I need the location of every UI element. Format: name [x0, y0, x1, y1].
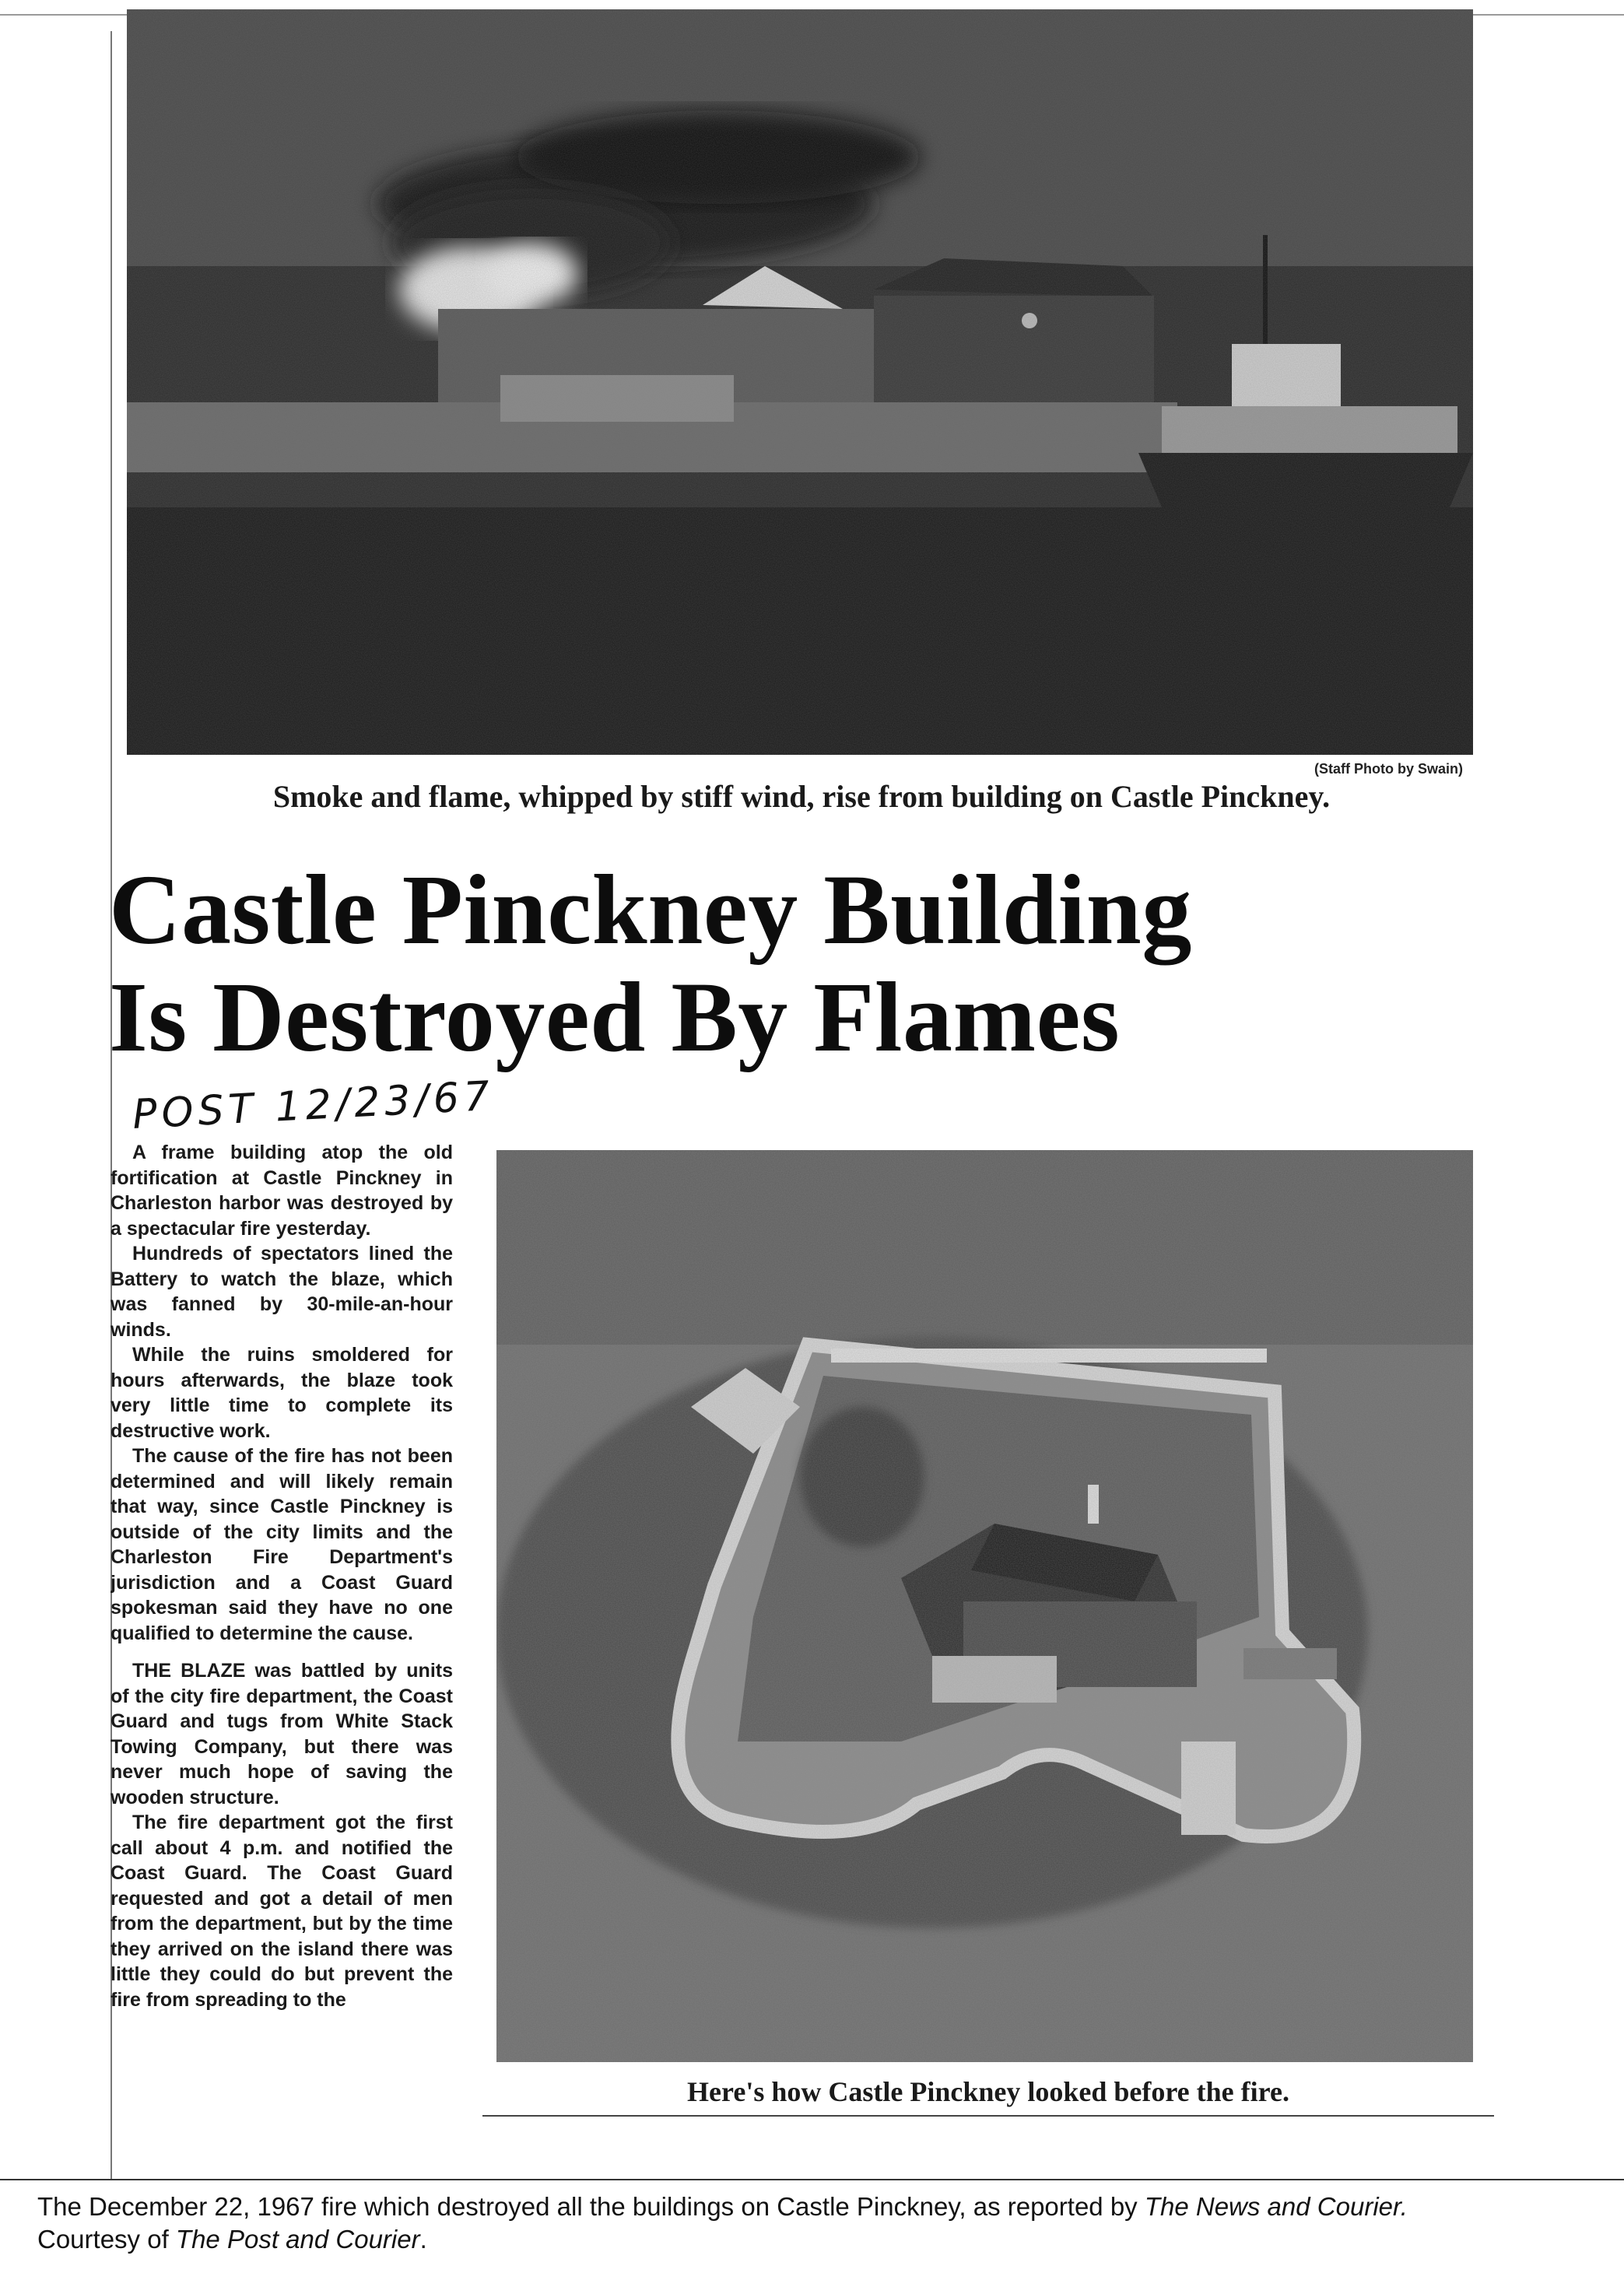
article-paragraph: While the ruins smoldered for hours afterwards, the blaze took very little time to complete its destructive work.: [110, 1344, 453, 1442]
article-paragraph: A frame building atop the old fortification at Castle Pinckney in Charleston harbor was destroyed by a spectacular fire yesterday.: [110, 1142, 453, 1240]
headline-line-1: Castle Pinckney Building: [109, 854, 1192, 965]
headline: [109, 856, 1494, 1071]
bottom-photo-caption: Here's how Castle Pinckney looked before the fire.: [482, 2068, 1494, 2117]
article-paragraph: The fire department got the first call about 4 p.m. and notified the Coast Guard. The Coast Guard requested and got a detail of men from the department, but by the time they arrived on the island there was little they could do but prevent the fire from spreading to the: [110, 1812, 453, 2011]
page-caption-line-1: [37, 2191, 1594, 2223]
page-caption: [37, 2191, 1594, 2256]
photo-castle-aerial-image: [496, 1150, 1473, 2062]
article-paragraph: THE BLAZE was battled by units of the city fire department, the Coast Guard and tugs from White Stack Towing Company, but there was never much hope of saving the wooden structure.: [110, 1660, 453, 1808]
article-body: [110, 1140, 453, 2105]
page-caption-text: The December 22, 1967 fire which destroyed all the buildings on Castle Pinckney, as reported by: [37, 2192, 1145, 2221]
page-caption-source-post-courier: The Post and Courier: [175, 2225, 420, 2254]
article-paragraph: Hundreds of spectators lined the Battery to watch the blaze, which was fanned by 30-mile-an-hour winds.: [110, 1243, 453, 1341]
photo-fire-smoke-image: [127, 9, 1473, 755]
bottom-rule: [0, 2179, 1624, 2180]
page-caption-courtesy: Courtesy of: [37, 2225, 176, 2254]
article-paragraph: The cause of the fire has not been determined and will likely remain that way, since Castle Pinckney is outside of the city limits and the Charleston Fire Department's jurisdiction and a Coast Guard spokesman said they have no one qualified to determine the cause.: [110, 1445, 453, 1644]
page-caption-line-2: [37, 2223, 1594, 2256]
photo-castle-aerial: [496, 1150, 1473, 2062]
handwritten-date-note: POST 12/23/67: [131, 1072, 496, 1139]
page-caption-source-news-courier: The News and Courier.: [1144, 2192, 1408, 2221]
top-photo-caption: Smoke and flame, whipped by stiff wind, rise from building on Castle Pinckney.: [272, 779, 1331, 814]
headline-line-2: Is Destroyed By Flames: [109, 962, 1121, 1072]
photo-credit: (Staff Photo by Swain): [1314, 761, 1463, 777]
photo-fire-smoke: [127, 9, 1473, 755]
page-caption-period: .: [419, 2225, 427, 2254]
